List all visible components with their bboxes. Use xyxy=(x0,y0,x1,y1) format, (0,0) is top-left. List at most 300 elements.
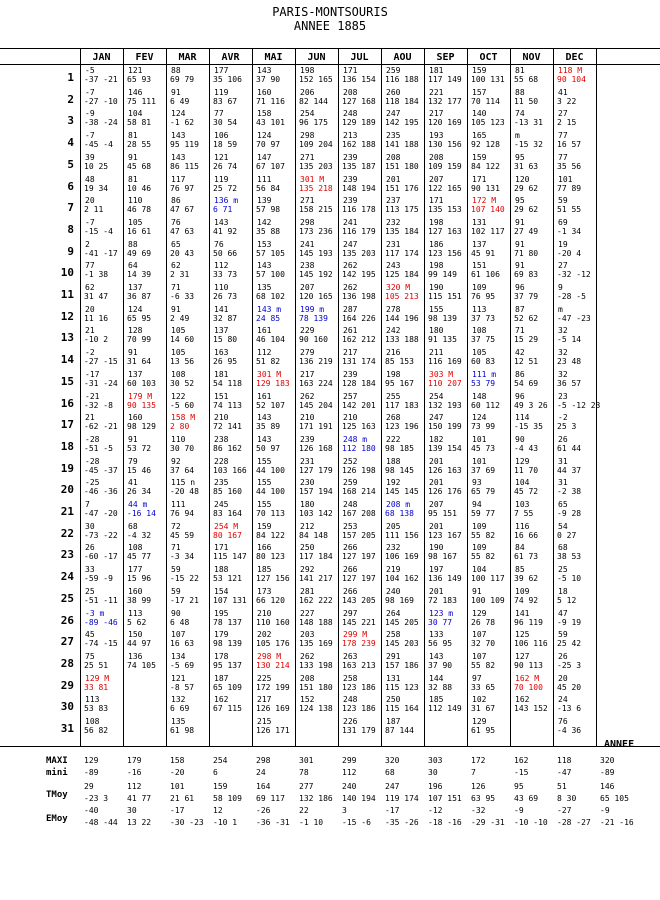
max-temp-value: 137 xyxy=(472,239,487,249)
min-mean-values: 33 73 xyxy=(213,270,238,280)
max-temp-value: 110 xyxy=(214,283,229,292)
min-mean-values: 37 90 xyxy=(256,75,281,84)
min-mean-values: 50 66 xyxy=(213,248,238,258)
max-temp-value: 208 m xyxy=(386,500,411,509)
min-mean-values: 38 99 xyxy=(127,595,152,605)
max-temp-value: 201 xyxy=(386,174,401,184)
max-temp-value: 108 xyxy=(85,717,100,726)
max-temp-value: 117 xyxy=(171,174,186,184)
day-number: 30 xyxy=(60,700,74,714)
min-mean-values: -47 -20 xyxy=(84,509,118,518)
min-mean-values: 145 193 xyxy=(299,248,333,258)
day-number: 8 xyxy=(67,222,74,236)
max-temp-value: 68 xyxy=(558,543,568,553)
min-mean-values: 136 154 xyxy=(342,75,376,84)
min-mean-values: 77 89 xyxy=(557,183,582,193)
summary-emoy-bottom-value: -15 -6 xyxy=(342,818,371,827)
max-temp-value: 266 xyxy=(343,586,358,596)
min-mean-values: 124 138 xyxy=(299,704,333,714)
min-mean-values: 10 46 xyxy=(127,183,152,193)
min-mean-values: 151 180 xyxy=(385,161,419,171)
min-mean-values: 95 137 xyxy=(213,660,242,670)
min-mean-values: 80 167 xyxy=(213,530,242,540)
max-temp-value: 171 xyxy=(214,543,229,553)
day-number: 21 xyxy=(60,505,74,518)
min-mean-values: -6 33 xyxy=(170,292,195,301)
min-mean-values: 145 204 xyxy=(299,400,333,410)
min-mean-values: 157 186 xyxy=(385,660,419,670)
max-temp-value: 143 xyxy=(171,152,186,162)
max-temp-value: 262 xyxy=(300,391,315,401)
max-temp-value: 148 xyxy=(472,391,487,401)
max-temp-value: 143 xyxy=(214,217,229,227)
day-number: 12 xyxy=(60,309,74,323)
min-mean-values: 136 219 xyxy=(299,357,333,367)
summary-tmoy-top-value: 29 xyxy=(84,782,94,791)
min-mean-values: 172 199 xyxy=(256,682,290,692)
max-temp-value: 239 xyxy=(343,174,358,184)
summary-maxi-value: 179 xyxy=(127,756,142,765)
min-mean-values: -46 -36 xyxy=(84,487,118,497)
max-temp-value: 42 xyxy=(515,348,525,358)
min-mean-values: 84 122 xyxy=(256,530,285,540)
max-temp-value: 252 xyxy=(343,456,358,466)
min-mean-values: 86 162 xyxy=(213,443,242,453)
min-mean-values: 115 147 xyxy=(213,552,247,562)
max-temp-value: 301 M xyxy=(257,369,282,379)
summary-tmoy-top-value: 159 xyxy=(213,782,228,791)
max-temp-value: 102 xyxy=(472,695,487,705)
day-number: 5 xyxy=(67,157,74,171)
min-mean-values: -27 -10 xyxy=(84,96,118,106)
month-header: DEC xyxy=(565,52,584,63)
max-temp-value: 31 xyxy=(558,478,568,488)
min-mean-values: 69 79 xyxy=(170,75,195,84)
min-mean-values: 47 63 xyxy=(170,226,195,236)
max-temp-value: 254 xyxy=(300,109,315,119)
max-temp-value: 281 xyxy=(300,586,315,596)
max-temp-value: 137 xyxy=(214,326,229,336)
max-temp-value: 109 xyxy=(472,521,487,531)
day-number: 19 xyxy=(60,461,74,475)
min-mean-values: 110 207 xyxy=(428,378,462,388)
max-temp-value: 30 xyxy=(85,521,95,531)
max-temp-value: 20 xyxy=(85,196,95,206)
min-mean-values: 6 71 xyxy=(213,205,233,215)
max-temp-value: 231 xyxy=(300,456,315,466)
max-temp-value: 20 xyxy=(85,304,95,314)
max-temp-value: 203 xyxy=(300,630,315,640)
max-temp-value: 235 xyxy=(386,131,401,141)
min-mean-values: 123 156 xyxy=(428,248,462,258)
min-mean-values: 116 169 xyxy=(428,357,462,367)
max-temp-value: 131 xyxy=(386,673,401,683)
min-mean-values: 43 101 xyxy=(256,118,285,128)
max-temp-value: 247 xyxy=(386,109,401,119)
min-mean-values: 20 43 xyxy=(170,248,195,258)
min-mean-values: 67 107 xyxy=(256,161,285,171)
summary-tmoy-top-value: 196 xyxy=(428,782,443,791)
max-temp-value: -7 xyxy=(85,217,95,227)
max-temp-value: -7 xyxy=(85,131,95,141)
min-mean-values: 103 166 xyxy=(213,465,247,475)
max-temp-value: 27 xyxy=(558,109,568,119)
max-temp-value: 213 xyxy=(343,131,358,141)
min-mean-values: 82 144 xyxy=(299,96,328,106)
max-temp-value: 88 xyxy=(128,239,138,249)
min-mean-values: 173 236 xyxy=(299,226,333,236)
min-mean-values: -4 36 xyxy=(557,726,582,735)
min-mean-values: 14 60 xyxy=(170,335,195,345)
summary-mini-value: 24 xyxy=(256,768,266,777)
day-number: 15 xyxy=(60,374,74,388)
min-mean-values: 11 70 xyxy=(514,465,539,475)
max-temp-value: 271 xyxy=(300,196,315,206)
max-temp-value: 235 xyxy=(214,478,229,488)
max-temp-value: 18 xyxy=(558,586,568,596)
max-temp-value: 26 xyxy=(558,434,568,444)
summary-mini-value: 68 xyxy=(385,768,395,777)
max-temp-value: 111 xyxy=(171,500,186,509)
max-temp-value: m xyxy=(515,131,520,141)
min-mean-values: 38 53 xyxy=(557,552,582,562)
min-mean-values: 143 205 xyxy=(342,595,376,605)
max-temp-value: 54 xyxy=(558,521,568,531)
max-temp-value: 248 xyxy=(343,695,358,705)
min-mean-values: 46 78 xyxy=(127,205,152,215)
maxi-label: MAXI xyxy=(46,756,68,766)
min-mean-values: 74 105 xyxy=(127,660,156,670)
summary-tmoy-top-value: 95 xyxy=(514,782,524,791)
max-temp-value: 71 xyxy=(515,326,525,336)
max-temp-value: 253 xyxy=(343,521,358,531)
min-mean-values: 116 178 xyxy=(342,205,376,215)
min-mean-values: -45 -37 xyxy=(84,465,118,475)
summary-emoy-top-value: -17 xyxy=(170,806,185,815)
min-mean-values: 84 122 xyxy=(471,161,500,171)
min-mean-values: 95 151 xyxy=(428,509,457,518)
column-divider xyxy=(596,48,597,746)
min-mean-values: 56 82 xyxy=(84,726,109,735)
max-temp-value: 180 xyxy=(300,500,315,509)
max-temp-value: 261 xyxy=(343,326,358,336)
min-mean-values: 67 115 xyxy=(213,704,242,714)
min-mean-values: 25 42 xyxy=(557,639,582,649)
max-temp-value: 268 xyxy=(386,413,401,423)
max-temp-value: 120 xyxy=(515,174,530,184)
min-mean-values: 126 163 xyxy=(428,465,462,475)
day-number: 3 xyxy=(67,114,74,128)
min-mean-values: -13 6 xyxy=(557,704,582,714)
min-mean-values: 55 82 xyxy=(471,530,496,540)
max-temp-value: 91 xyxy=(515,261,525,271)
max-temp-value: 91 xyxy=(171,87,181,97)
max-temp-value: 192 xyxy=(386,478,401,488)
min-mean-values: 61 73 xyxy=(514,552,539,562)
min-mean-values: -15 -4 xyxy=(84,226,113,236)
max-temp-value: 119 xyxy=(214,87,229,97)
max-temp-value: 111 m xyxy=(472,369,497,379)
emoy-label: EMoy xyxy=(46,814,68,824)
min-mean-values: 115 164 xyxy=(385,704,419,714)
summary-mini-value: 6 xyxy=(213,768,218,777)
max-temp-value: 266 xyxy=(343,565,358,575)
min-mean-values: -1 62 xyxy=(170,118,195,128)
max-temp-value: -17 xyxy=(85,369,100,379)
min-mean-values: 135 187 xyxy=(342,161,376,171)
max-temp-value: 133 xyxy=(429,630,444,640)
summary-maxi-value: 303 xyxy=(428,756,443,765)
max-temp-value: 230 xyxy=(300,478,315,488)
min-mean-values: 32 88 xyxy=(428,682,453,692)
min-mean-values: 32 70 xyxy=(471,639,496,649)
max-temp-value: 91 xyxy=(472,586,482,596)
min-mean-values: 71 116 xyxy=(256,96,285,106)
min-mean-values: 90 113 xyxy=(514,660,543,670)
summary-tmoy-bottom-value: 43 69 xyxy=(514,794,539,803)
max-temp-value: 113 xyxy=(128,608,143,618)
summary-emoy-bottom-value: -10 1 xyxy=(213,818,238,827)
min-mean-values: 3 22 xyxy=(557,96,577,106)
max-temp-value: 86 xyxy=(171,196,181,206)
min-mean-values: 90 104 xyxy=(557,75,586,84)
max-temp-value: 129 xyxy=(515,456,530,466)
min-mean-values: 117 183 xyxy=(385,400,419,410)
max-temp-value: 127 xyxy=(515,651,530,661)
min-mean-values: 90 131 xyxy=(471,183,500,193)
max-temp-value: 116 xyxy=(515,521,530,531)
max-temp-value: 182 xyxy=(429,434,444,444)
min-mean-values: 142 195 xyxy=(342,270,376,280)
min-mean-values: 105 213 xyxy=(385,292,419,301)
month-header: JAN xyxy=(92,52,111,63)
min-mean-values: 125 163 xyxy=(342,422,376,432)
min-mean-values: 61 44 xyxy=(557,443,582,453)
summary-emoy-top-value: -32 xyxy=(471,806,486,815)
summary-mini-value: -15 xyxy=(514,768,529,777)
max-temp-value: 210 xyxy=(214,413,229,423)
max-temp-value: 26 xyxy=(85,543,95,553)
summary-emoy-bottom-value: -29 -31 xyxy=(471,818,505,827)
max-temp-value: 258 xyxy=(386,630,401,640)
max-temp-value: 245 xyxy=(214,500,229,509)
max-temp-value: 201 xyxy=(429,586,444,596)
summary-tmoy-top-value: 51 xyxy=(557,782,567,791)
min-mean-values: 5 62 xyxy=(127,617,147,627)
min-mean-values: 87 144 xyxy=(385,726,414,735)
max-temp-value: 105 xyxy=(472,348,487,358)
min-mean-values: 157 205 xyxy=(342,530,376,540)
min-mean-values: 71 80 xyxy=(514,248,539,258)
min-mean-values: 37 90 xyxy=(428,660,453,670)
min-mean-values: 26 34 xyxy=(127,487,152,497)
min-mean-values: -62 -21 xyxy=(84,422,118,432)
max-temp-value: 94 xyxy=(472,500,482,509)
column-divider xyxy=(338,48,339,746)
min-mean-values: 11 16 xyxy=(84,313,109,323)
min-mean-values: 141 188 xyxy=(385,140,419,150)
max-temp-value: 254 M xyxy=(214,521,239,531)
column-divider xyxy=(166,48,167,746)
max-temp-value: 160 xyxy=(128,586,143,596)
max-temp-value: 123 m xyxy=(429,608,454,618)
max-temp-value: 238 xyxy=(214,434,229,444)
max-temp-value: 231 xyxy=(386,239,401,249)
max-temp-value: 39 xyxy=(85,152,95,162)
max-temp-value: 177 xyxy=(214,66,229,75)
summary-maxi-value: 129 xyxy=(84,756,99,765)
summary-emoy-top-value: -27 xyxy=(557,806,572,815)
max-temp-value: 71 xyxy=(171,283,181,292)
max-temp-value: 172 M xyxy=(472,196,497,206)
row-divider xyxy=(0,746,660,747)
summary-mini-value: -89 xyxy=(84,768,99,777)
row-divider xyxy=(0,64,660,65)
column-divider xyxy=(80,48,81,746)
min-mean-values: 45 77 xyxy=(127,552,152,562)
min-mean-values: 44 37 xyxy=(557,465,582,475)
min-mean-values: 60 112 xyxy=(471,400,500,410)
min-mean-values: 131 174 xyxy=(342,357,376,367)
max-temp-value: 68 xyxy=(128,521,138,531)
min-mean-values: 53 121 xyxy=(213,574,242,584)
min-mean-values: 86 115 xyxy=(170,161,199,171)
column-divider xyxy=(209,48,210,746)
min-mean-values: 139 154 xyxy=(428,443,462,453)
max-temp-value: 262 xyxy=(343,261,358,271)
min-mean-values: 69 83 xyxy=(514,270,539,280)
min-mean-values: 11 50 xyxy=(514,96,539,106)
summary-tmoy-top-value: 146 xyxy=(600,782,615,791)
summary-mini-value: -16 xyxy=(127,768,142,777)
max-temp-value: 121 xyxy=(171,673,186,683)
max-temp-value: 160 xyxy=(128,413,143,423)
max-temp-value: 128 xyxy=(128,326,143,336)
min-mean-values: 78 139 xyxy=(299,313,328,323)
max-temp-value: 95 xyxy=(515,196,525,206)
summary-mini-value: -89 xyxy=(600,768,615,777)
min-mean-values: 15 80 xyxy=(213,335,238,345)
max-temp-value: 143 xyxy=(429,651,444,661)
max-temp-value: 107 xyxy=(171,630,186,640)
min-mean-values: 27 49 xyxy=(514,226,539,236)
min-mean-values: 107 140 xyxy=(471,205,505,215)
min-mean-values: 116 188 xyxy=(385,75,419,84)
min-mean-values: 127 168 xyxy=(342,96,376,106)
max-temp-value: 101 xyxy=(472,456,487,466)
max-temp-value: 188 xyxy=(386,456,401,466)
min-mean-values: 128 184 xyxy=(342,378,376,388)
min-mean-values: 168 214 xyxy=(342,487,376,497)
max-temp-value: 201 xyxy=(429,478,444,488)
summary-mini-value: 7 xyxy=(471,768,476,777)
min-mean-values: 68 102 xyxy=(256,292,285,301)
max-temp-value: 199 m xyxy=(300,304,325,314)
min-mean-values: 14 39 xyxy=(127,270,152,280)
max-temp-value: 208 xyxy=(429,152,444,162)
max-temp-value: 108 xyxy=(472,326,487,336)
max-temp-value: 155 xyxy=(257,500,272,509)
summary-emoy-top-value: -26 xyxy=(256,806,271,815)
min-mean-values: 16 66 xyxy=(514,530,539,540)
max-temp-value: 77 xyxy=(85,261,95,271)
max-temp-value: 31 xyxy=(558,456,568,466)
row-divider xyxy=(0,48,660,49)
min-mean-values: 135 203 xyxy=(299,161,333,171)
max-temp-value: 211 xyxy=(429,348,444,358)
min-mean-values: 123 186 xyxy=(342,704,376,714)
min-mean-values: 98 167 xyxy=(428,552,457,562)
min-mean-values: 105 123 xyxy=(471,118,505,128)
max-temp-value: 201 xyxy=(429,456,444,466)
max-temp-value: 47 xyxy=(558,608,568,618)
max-temp-value: 239 xyxy=(300,434,315,444)
min-mean-values: 2 11 xyxy=(84,205,104,215)
min-mean-values: 163 213 xyxy=(342,660,376,670)
day-number: 24 xyxy=(60,570,74,584)
min-mean-values: 157 194 xyxy=(299,487,333,497)
min-mean-values: 65 95 xyxy=(127,313,152,323)
max-temp-value: 134 xyxy=(171,651,186,661)
summary-emoy-top-value: 30 xyxy=(127,806,137,815)
min-mean-values: 90 160 xyxy=(299,335,328,345)
min-mean-values: 44 97 xyxy=(127,639,152,649)
min-mean-values: 65 109 xyxy=(213,682,242,692)
max-temp-value: 109 xyxy=(515,586,530,596)
max-temp-value: 226 xyxy=(343,717,358,726)
summary-emoy-bottom-value: -18 -16 xyxy=(428,818,462,827)
max-temp-value: 59 xyxy=(558,196,568,206)
min-mean-values: 84 148 xyxy=(299,530,328,540)
min-mean-values: -74 -15 xyxy=(84,639,118,649)
max-temp-value: 250 xyxy=(300,543,315,553)
max-temp-value: 41 xyxy=(128,478,138,488)
max-temp-value: 59 xyxy=(171,565,181,575)
max-temp-value: 24 xyxy=(558,695,568,705)
max-temp-value: 76 xyxy=(558,717,568,726)
max-temp-value: 129 xyxy=(472,608,487,618)
min-mean-values: 74 113 xyxy=(213,400,242,410)
min-mean-values: 12 51 xyxy=(514,357,539,367)
min-mean-values: 110 160 xyxy=(256,617,290,627)
summary-mini-value: -47 xyxy=(557,768,572,777)
summary-emoy-bottom-value: -48 -44 xyxy=(84,818,118,827)
min-mean-values: 136 149 xyxy=(428,574,462,584)
summary-emoy-top-value: 12 xyxy=(213,806,223,815)
max-temp-value: 114 xyxy=(515,413,530,423)
min-mean-values: 2 49 xyxy=(170,313,190,323)
max-temp-value: 81 xyxy=(128,131,138,141)
max-temp-value: 71 xyxy=(171,543,181,553)
column-divider xyxy=(123,48,124,746)
max-temp-value: 137 xyxy=(128,283,143,292)
min-mean-values: 113 175 xyxy=(385,205,419,215)
summary-tmoy-bottom-value: 65 105 xyxy=(600,794,629,803)
summary-emoy-bottom-value: -10 -10 xyxy=(514,818,548,827)
summary-tmoy-top-value: 247 xyxy=(385,782,400,791)
min-mean-values: -5 10 xyxy=(557,574,582,584)
max-temp-value: 124 xyxy=(171,109,186,119)
min-mean-values: 142 195 xyxy=(385,118,419,128)
summary-emoy-top-value: -17 xyxy=(385,806,400,815)
max-temp-value: 185 xyxy=(257,565,272,575)
max-temp-value: 181 xyxy=(214,369,229,379)
max-temp-value: 151 xyxy=(214,391,229,401)
min-mean-values: -9 28 xyxy=(557,509,582,518)
max-temp-value: 19 xyxy=(558,239,568,249)
min-mean-values: 18 59 xyxy=(213,140,238,150)
min-mean-values: 129 189 xyxy=(342,118,376,128)
